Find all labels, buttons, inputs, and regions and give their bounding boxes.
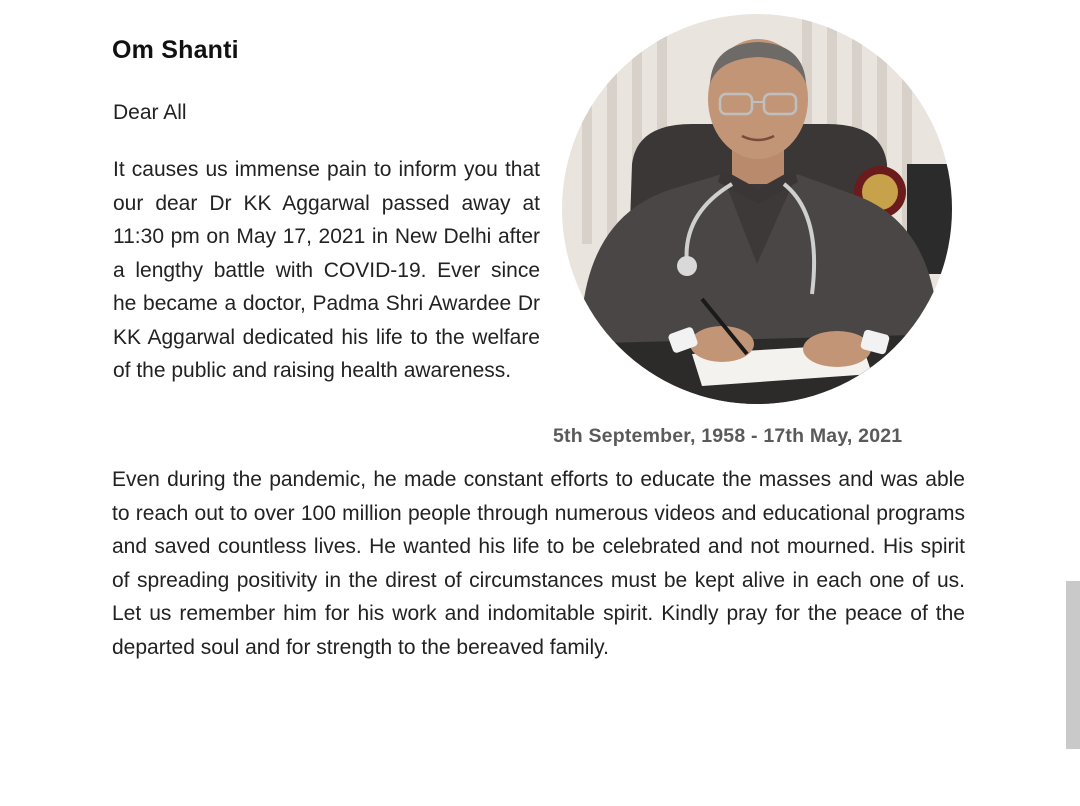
salutation: Dear All bbox=[113, 101, 187, 124]
portrait-photo bbox=[562, 14, 952, 404]
scrollbar-thumb[interactable] bbox=[1066, 581, 1080, 749]
life-dates: 5th September, 1958 - 17th May, 2021 bbox=[553, 425, 903, 447]
paragraph-2: Even during the pandemic, he made constant efforts to educate the masses and was able to reach out to over 100 million people through numerous videos and educational programs and saved countless lives. He wanted his life to be celebrated and not mourned. His spirit of spreading positivity in the direst of circumstances must be kept alive in each one of us. Let us remember him for his work and indomitable spirit. Kindly pray for the peace of the departed soul and for strength to the bereaved family. bbox=[112, 468, 965, 659]
paragraph-1: It causes us immense pain to inform you that our dear Dr KK Aggarwal passed away at 11:30 pm on May 17, 2021 in New Delhi after a lengthy battle with COVID-19. Ever since he became a doctor, Padma Shri Awardee Dr KK Aggarwal dedicated his life to the welfare of the public and raising health awareness. bbox=[113, 158, 540, 382]
notice-title: Om Shanti bbox=[112, 36, 239, 64]
